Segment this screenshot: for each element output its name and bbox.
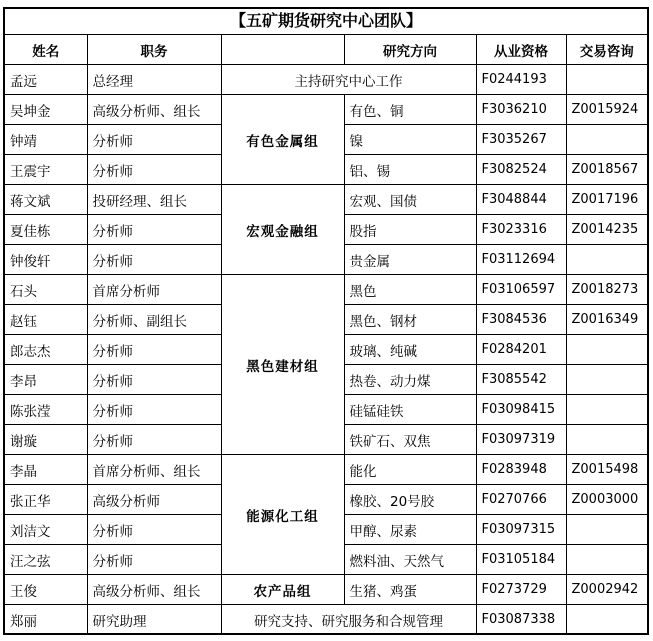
cell-name: 孟远	[5, 65, 87, 95]
cell-direction: 铝、锡	[344, 155, 476, 185]
cell-role: 分析师	[87, 215, 221, 245]
cell-role: 分析师	[87, 425, 221, 455]
cell-consulting: Z0015498	[566, 455, 647, 485]
cell-role: 总经理	[87, 65, 221, 95]
cell-direction: 股指	[344, 215, 476, 245]
cell-role: 分析师	[87, 155, 221, 185]
cell-direction: 生猪、鸡蛋	[344, 575, 476, 605]
header-name: 姓名	[5, 35, 87, 65]
cell-qualification: F0283948	[476, 455, 566, 485]
cell-qualification: F0270766	[476, 485, 566, 515]
cell-name: 汪之弦	[5, 545, 87, 575]
cell-direction: 燃料油、天然气	[344, 545, 476, 575]
cell-consulting: Z0002942	[566, 575, 647, 605]
cell-direction: 甲醇、尿素	[344, 515, 476, 545]
cell-qualification: F3084536	[476, 305, 566, 335]
cell-role: 分析师	[87, 335, 221, 365]
cell-consulting	[566, 65, 647, 95]
cell-qualification: F3082524	[476, 155, 566, 185]
header-group	[221, 35, 344, 65]
cell-role: 分析师	[87, 245, 221, 275]
cell-name: 郑丽	[5, 605, 87, 635]
cell-role: 高级分析师	[87, 485, 221, 515]
cell-duty: 主持研究中心工作	[221, 65, 476, 95]
cell-direction: 黑色	[344, 275, 476, 305]
cell-qualification: F3036210	[476, 95, 566, 125]
table-row	[5, 185, 647, 215]
cell-name: 蒋文斌	[5, 185, 87, 215]
cell-name: 王震宇	[5, 155, 87, 185]
cell-role: 高级分析师、组长	[87, 95, 221, 125]
cell-qualification: F3023316	[476, 215, 566, 245]
cell-duty: 研究支持、研究服务和合规管理	[221, 605, 476, 635]
cell-direction: 铁矿石、双焦	[344, 425, 476, 455]
cell-name: 陈张滢	[5, 395, 87, 425]
table-row	[5, 605, 647, 635]
cell-direction: 镍	[344, 125, 476, 155]
group-nonferrous: 有色金属组	[221, 95, 344, 185]
cell-direction: 宏观、国债	[344, 185, 476, 215]
cell-consulting: Z0017196	[566, 185, 647, 215]
cell-direction: 能化	[344, 455, 476, 485]
cell-name: 石头	[5, 275, 87, 305]
header-direction: 研究方向	[344, 35, 476, 65]
cell-name: 郎志杰	[5, 335, 87, 365]
cell-consulting	[566, 245, 647, 275]
cell-consulting: Z0018273	[566, 275, 647, 305]
cell-name: 夏佳栋	[5, 215, 87, 245]
cell-consulting: Z0016349	[566, 305, 647, 335]
cell-direction: 橡胶、20号胶	[344, 485, 476, 515]
cell-direction: 黑色、钢材	[344, 305, 476, 335]
cell-name: 李晶	[5, 455, 87, 485]
research-team-table	[3, 7, 649, 635]
header-qualification: 从业资格	[476, 35, 566, 65]
cell-role: 分析师	[87, 515, 221, 545]
cell-qualification: F0273729	[476, 575, 566, 605]
cell-qualification: F03112694	[476, 245, 566, 275]
cell-qualification: F0284201	[476, 335, 566, 365]
header-role: 职务	[87, 35, 221, 65]
cell-role: 研究助理	[87, 605, 221, 635]
cell-qualification: F03097319	[476, 425, 566, 455]
cell-direction: 有色、铜	[344, 95, 476, 125]
cell-consulting: Z0003000	[566, 485, 647, 515]
cell-direction: 硅锰硅铁	[344, 395, 476, 425]
cell-direction: 热卷、动力煤	[344, 365, 476, 395]
table-row	[5, 275, 647, 305]
cell-role: 首席分析师	[87, 275, 221, 305]
header-consulting: 交易咨询	[566, 35, 647, 65]
cell-direction: 玻璃、纯碱	[344, 335, 476, 365]
cell-role: 首席分析师、组长	[87, 455, 221, 485]
cell-role: 投研经理、组长	[87, 185, 221, 215]
header-row	[5, 35, 647, 65]
table-row	[5, 575, 647, 605]
cell-name: 李昂	[5, 365, 87, 395]
cell-consulting	[566, 365, 647, 395]
cell-consulting: Z0015924	[566, 95, 647, 125]
cell-name: 钟俊轩	[5, 245, 87, 275]
cell-name: 赵钰	[5, 305, 87, 335]
table-row	[5, 95, 647, 125]
cell-name: 钟靖	[5, 125, 87, 155]
cell-name: 吴坤金	[5, 95, 87, 125]
group-agri: 农产品组	[221, 575, 344, 605]
cell-consulting	[566, 545, 647, 575]
team-table	[5, 35, 647, 634]
cell-role: 分析师	[87, 395, 221, 425]
cell-name: 刘洁文	[5, 515, 87, 545]
cell-qualification: F03097315	[476, 515, 566, 545]
cell-role: 分析师	[87, 365, 221, 395]
cell-consulting	[566, 395, 647, 425]
cell-role: 分析师	[87, 545, 221, 575]
group-ferrous: 黑色建材组	[221, 275, 344, 455]
cell-qualification: F03106597	[476, 275, 566, 305]
cell-name: 张正华	[5, 485, 87, 515]
table-title: 【五矿期货研究中心团队】	[5, 9, 647, 35]
group-energy: 能源化工组	[221, 455, 344, 575]
cell-consulting	[566, 335, 647, 365]
cell-consulting	[566, 125, 647, 155]
group-macro: 宏观金融组	[221, 185, 344, 275]
cell-qualification: F03098415	[476, 395, 566, 425]
cell-qualification: F3048844	[476, 185, 566, 215]
cell-role: 分析师	[87, 125, 221, 155]
cell-name: 王俊	[5, 575, 87, 605]
cell-qualification: F3085542	[476, 365, 566, 395]
cell-direction: 贵金属	[344, 245, 476, 275]
cell-qualification: F0244193	[476, 65, 566, 95]
cell-consulting	[566, 605, 647, 635]
cell-consulting	[566, 425, 647, 455]
cell-consulting	[566, 515, 647, 545]
cell-consulting: Z0018567	[566, 155, 647, 185]
cell-qualification: F3035267	[476, 125, 566, 155]
cell-role: 分析师、副组长	[87, 305, 221, 335]
cell-qualification: F03087338	[476, 605, 566, 635]
cell-qualification: F03105184	[476, 545, 566, 575]
cell-name: 谢璇	[5, 425, 87, 455]
cell-role: 高级分析师、组长	[87, 575, 221, 605]
cell-consulting: Z0014235	[566, 215, 647, 245]
table-row	[5, 65, 647, 95]
table-row	[5, 455, 647, 485]
